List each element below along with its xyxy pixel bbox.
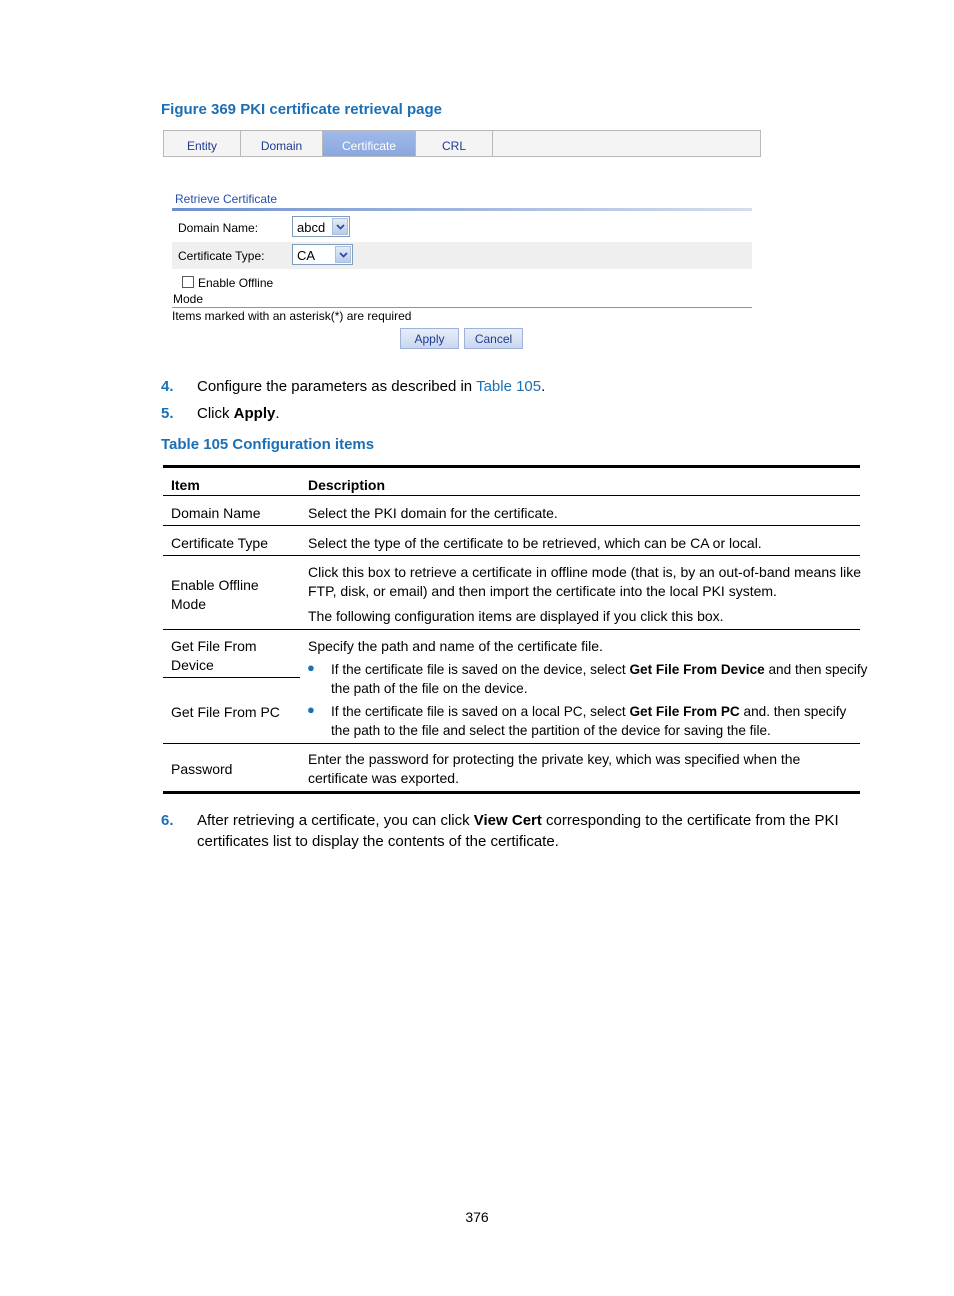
bullet-2-text-b: and. then specify <box>743 704 847 719</box>
apply-button[interactable]: Apply <box>400 328 459 349</box>
step-6-line-1 <box>197 812 839 829</box>
row-password-desc-2: certificate was exported. <box>308 770 459 786</box>
table-header-rule <box>163 495 860 496</box>
tab-crl[interactable]: CRL <box>416 131 493 156</box>
tab-bar-filler <box>493 131 760 156</box>
step-6-number: 6. <box>161 812 174 829</box>
row-enable-offline-item-2: Mode <box>171 596 207 612</box>
row-domain-name-item: Domain Name <box>171 505 261 521</box>
row-domain-name-desc: Select the PKI domain for the certificate. <box>308 505 558 521</box>
domain-name-value: abcd <box>297 220 326 235</box>
table-partial-rule <box>163 677 300 678</box>
bullet-2-bold: Get File From PC <box>629 704 740 719</box>
row-get-file-device-item: Get File From <box>171 638 257 654</box>
step-5-end: . <box>275 405 280 422</box>
table-row-rule <box>163 743 860 744</box>
row-certificate-type-desc: Select the type of the certificate to be retrieved, which can be CA or local. <box>308 535 762 551</box>
certificate-type-label: Certificate Type: <box>178 249 265 263</box>
step-4-text <box>197 378 545 395</box>
row-get-file-bullet-1-line-2: the path of the file on the device. <box>331 681 528 696</box>
chevron-down-icon <box>332 218 348 235</box>
section-divider <box>172 208 752 211</box>
step-5-apply: Apply <box>233 405 276 422</box>
row-get-file-device-item-2: Device <box>171 657 214 673</box>
certificate-type-value: CA <box>297 248 316 263</box>
cancel-button[interactable]: Cancel <box>464 328 523 349</box>
required-note: Items marked with an asterisk(*) are required <box>172 309 412 323</box>
table-header-description: Description <box>308 477 386 493</box>
bullet-2-text-a: If the certificate file is saved on a local PC, select <box>331 704 626 719</box>
step-5-body: Click <box>197 405 230 422</box>
step-6-text-a: After retrieving a certificate, you can click <box>197 812 470 829</box>
bullet-1-bold: Get File From Device <box>629 662 765 677</box>
figure-caption: Figure 369 PKI certificate retrieval page <box>161 101 442 118</box>
bullet-icon: ● <box>307 702 315 717</box>
row-get-file-bullet-1 <box>331 660 867 679</box>
row-get-file-bullet-2 <box>331 702 846 721</box>
step-5-text <box>197 405 280 422</box>
table-caption: Table 105 Configuration items <box>161 436 375 453</box>
step-4-body: Configure the parameters as described in <box>197 378 473 395</box>
row-password-item: Password <box>171 761 233 777</box>
domain-name-select[interactable] <box>292 216 350 237</box>
row-enable-offline-desc-3: The following configuration items are displayed if you click this box. <box>308 608 724 624</box>
row-get-file-pc-item: Get File From PC <box>171 704 280 720</box>
bullet-1-text-a: If the certificate file is saved on the device, select <box>331 662 626 677</box>
domain-name-row <box>172 214 752 241</box>
chevron-down-icon <box>335 246 351 263</box>
row-get-file-bullet-2-line-2: the path to the file and select the partition of the device for saving the file. <box>331 723 771 738</box>
step-4-end: . <box>541 378 546 395</box>
bullet-1-text-b: and then specify <box>768 662 868 677</box>
row-enable-offline-desc-1: Click this box to retrieve a certificate in offline mode (that is, by an out-of-band means like <box>308 564 862 580</box>
step-5-number: 5. <box>161 405 174 422</box>
tab-certificate[interactable]: Certificate <box>323 131 416 156</box>
enable-offline-label: Enable Offline <box>198 276 274 290</box>
enable-offline-checkbox[interactable] <box>182 276 194 288</box>
step-4-number: 4. <box>161 378 174 395</box>
row-get-file-desc-intro: Specify the path and name of the certificate file. <box>308 638 603 654</box>
section-title: Retrieve Certificate <box>175 192 278 206</box>
step-6-text-b: corresponding to the certificate from the PKI <box>546 812 839 829</box>
table-top-rule <box>163 465 860 468</box>
row-password-desc-1: Enter the password for protecting the private key, which was specified when the <box>308 751 801 767</box>
tab-entity[interactable]: Entity <box>164 131 241 156</box>
table-bottom-rule <box>163 791 860 794</box>
table-header-item: Item <box>171 477 200 493</box>
table-105-link[interactable]: Table 105 <box>476 378 542 395</box>
table-row-rule <box>163 555 860 556</box>
certificate-type-select[interactable] <box>292 244 353 265</box>
enable-offline-label-mode: Mode <box>173 292 204 306</box>
page-number: 376 <box>465 1209 489 1225</box>
certificate-type-row <box>172 242 752 269</box>
tab-domain[interactable]: Domain <box>241 131 323 156</box>
step-6-line-2: certificates list to display the contents of the certificate. <box>197 833 559 850</box>
domain-name-label: Domain Name: <box>178 221 259 235</box>
row-enable-offline-desc-2: FTP, disk, or email) and then import the certificate into the local PKI system. <box>308 583 777 599</box>
bullet-icon: ● <box>307 660 315 675</box>
row-certificate-type-item: Certificate Type <box>171 535 269 551</box>
step-6-view-cert: View Cert <box>473 812 542 829</box>
form-divider <box>172 307 752 308</box>
tab-bar <box>163 130 761 157</box>
table-row-rule <box>163 629 860 630</box>
row-enable-offline-item: Enable Offline <box>171 577 259 593</box>
table-row-rule <box>163 525 860 526</box>
